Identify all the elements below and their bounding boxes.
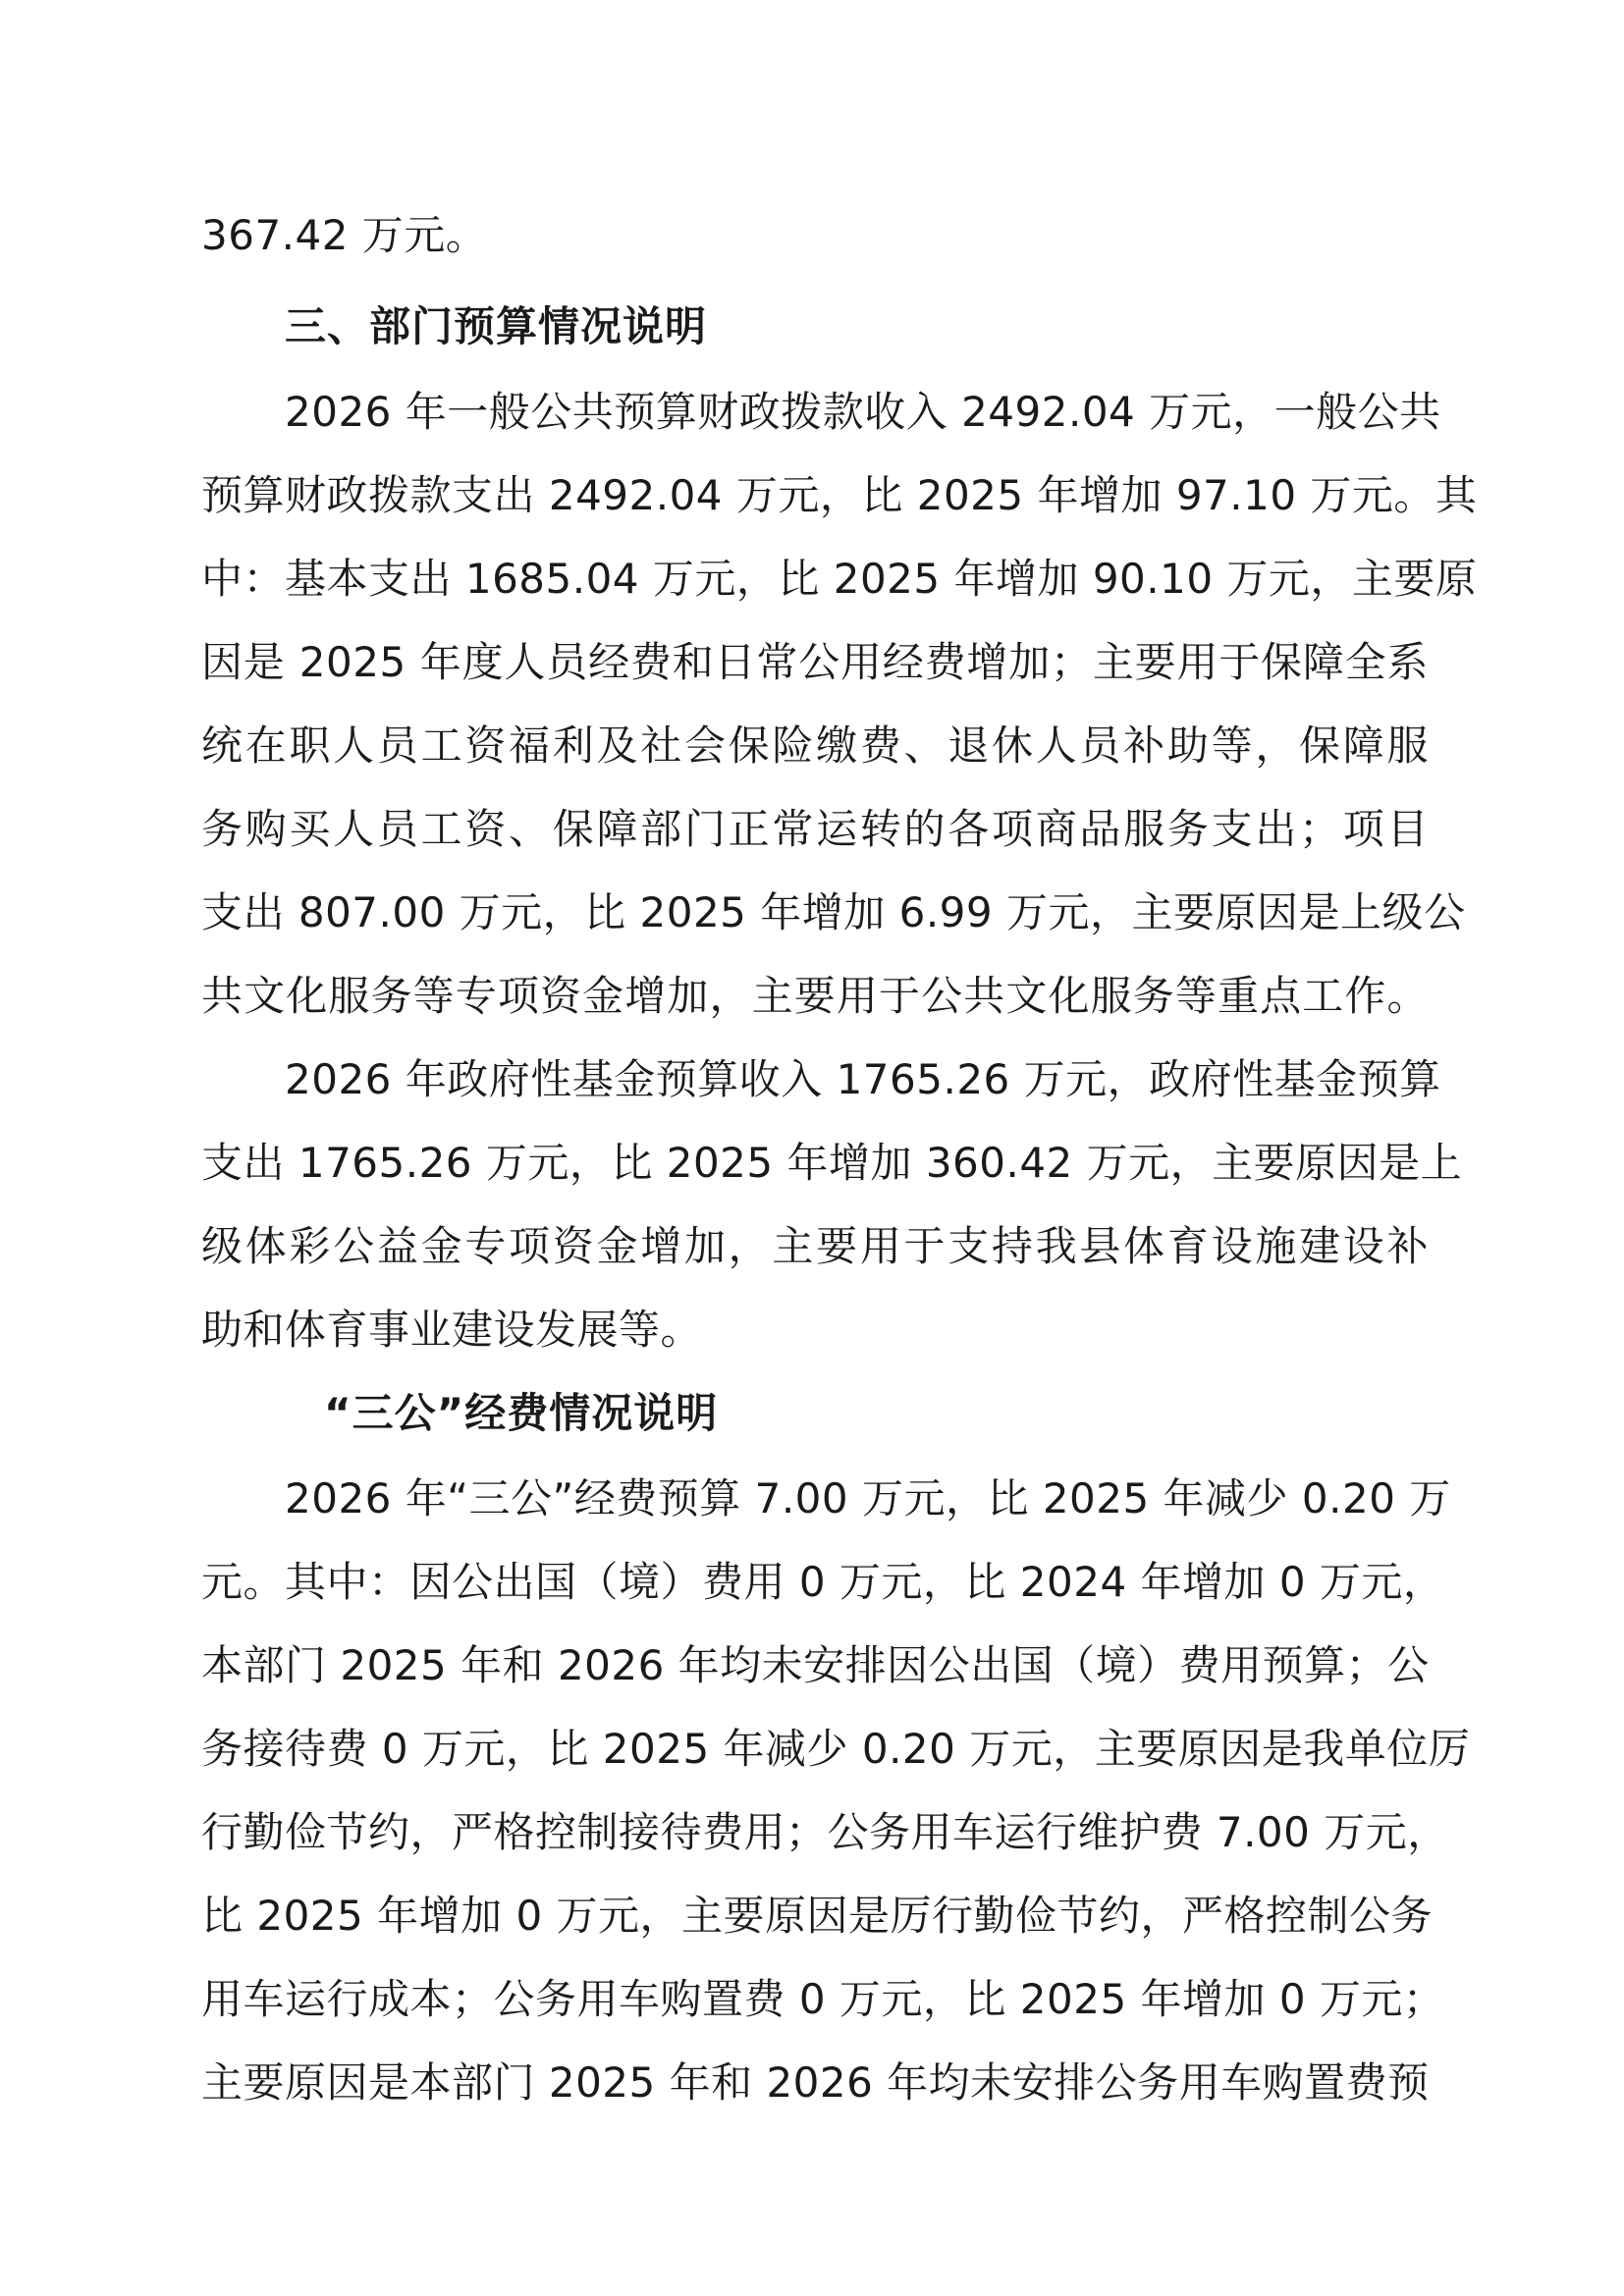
text-line: 行勤俭节约，严格控制接待费用；公务用车运行维护费 7.00 万元， — [201, 1808, 1449, 1856]
text-line: 务接待费 0 万元，比 2025 年减少 0.20 万元，主要原因是我单位厉 — [201, 1725, 1471, 1773]
section-heading-three-public: “三公”经费情况说明 — [324, 1389, 719, 1437]
text-line: 2026 年一般公共预算财政拨款收入 2492.04 万元，一般公共 — [285, 388, 1441, 436]
text-line: 用车运行成本；公务用车购置费 0 万元，比 2025 年增加 0 万元； — [201, 1975, 1445, 2023]
text-line: 本部门 2025 年和 2026 年均未安排因公出国（境）费用预算；公 — [201, 1641, 1430, 1689]
text-line: 2026 年政府性基金预算收入 1765.26 万元，政府性基金预算 — [285, 1055, 1441, 1103]
text-line: 367.42 万元。 — [201, 211, 488, 259]
text-line: 支出 807.00 万元，比 2025 年增加 6.99 万元，主要原因是上级公 — [201, 888, 1466, 936]
text-line: 比 2025 年增加 0 万元，主要原因是厉行勤俭节约，严格控制公务 — [201, 1892, 1434, 1940]
text-line: 预算财政拨款支出 2492.04 万元，比 2025 年增加 97.10 万元。其 — [201, 471, 1478, 519]
text-line: 务购买人员工资、保障部门正常运转的各项商品服务支出；项目 — [201, 805, 1429, 853]
text-line: 支出 1765.26 万元，比 2025 年增加 360.42 万元，主要原因是上 — [201, 1139, 1463, 1187]
text-line: 级体彩公益金专项资金增加，主要用于支持我县体育设施建设补 — [201, 1222, 1429, 1270]
section-heading-dept-budget: 三、部门预算情况说明 — [285, 302, 708, 350]
text-line: 助和体育事业建设发展等。 — [201, 1306, 703, 1354]
text-line: 中：基本支出 1685.04 万元，比 2025 年增加 90.10 万元，主要原 — [201, 555, 1478, 603]
text-line: 2026 年“三公”经费预算 7.00 万元，比 2025 年减少 0.20 万 — [285, 1474, 1451, 1522]
text-line: 统在职人员工资福利及社会保险缴费、退休人员补助等，保障服 — [201, 721, 1429, 770]
text-line: 主要原因是本部门 2025 年和 2026 年均未安排公务用车购置费预 — [201, 2058, 1430, 2107]
text-line: 共文化服务等专项资金增加，主要用于公共文化服务等重点工作。 — [201, 972, 1429, 1020]
text-line: 因是 2025 年度人员经费和日常公用经费增加；主要用于保障全系 — [201, 638, 1429, 686]
text-line: 元。其中：因公出国（境）费用 0 万元，比 2024 年增加 0 万元， — [201, 1558, 1445, 1606]
